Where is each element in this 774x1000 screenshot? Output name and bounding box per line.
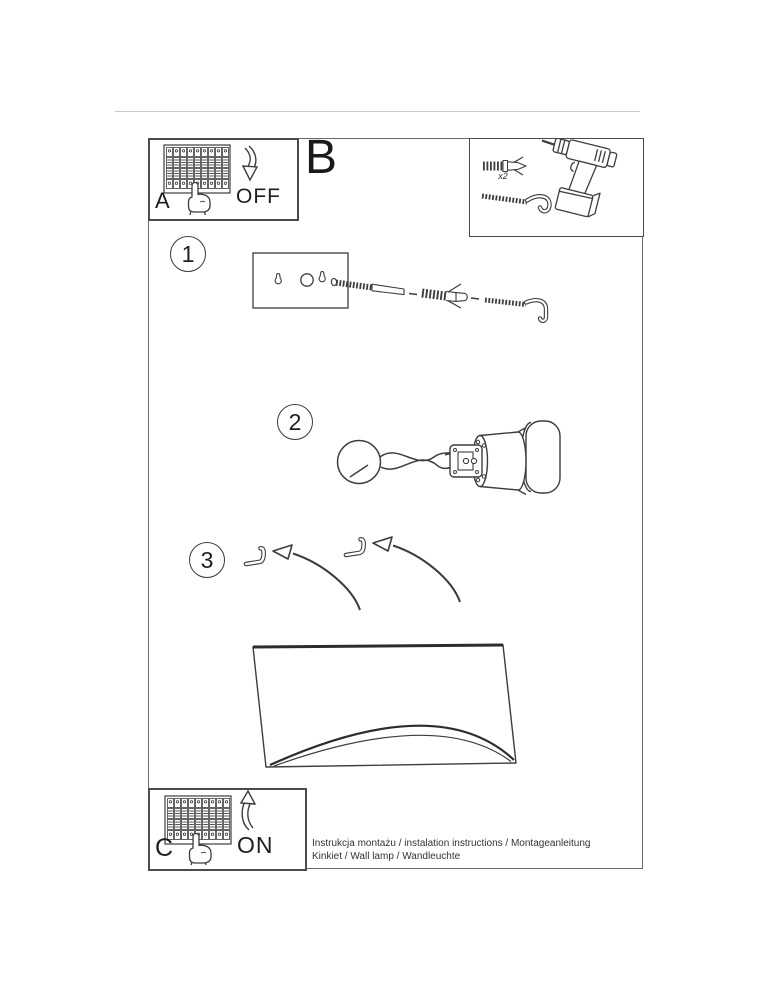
wire-loop-illustration [338,441,461,484]
power-off-box [148,138,299,221]
footer-line-1: Instrukcja montażu / instalation instructions / Montageanleitung [312,838,591,849]
footer-text [312,837,591,863]
hook-screw-icon [485,300,546,321]
tools-illustration [470,139,640,233]
power-on-label: ON [237,832,274,858]
section-b-label: B [305,131,338,184]
arrow-up-icon [241,791,255,804]
panel-c-label: C [155,834,174,862]
wall-lamp-illustration [248,638,526,776]
step-1-badge [170,236,206,272]
wall-plug-icon [422,284,467,308]
panel-a-label: A [155,188,170,213]
step-3-badge [189,542,225,578]
power-off-label: OFF [236,185,281,208]
footer-line-2: Kinkiet / Wall lamp / Wandleuchte [312,851,461,862]
step-2-number: 2 [288,408,302,435]
step-2-illustration [328,410,568,498]
hook-screw-icon [482,196,550,211]
socket-illustration [473,421,561,495]
step-3-number: 3 [200,546,214,573]
dowel-quantity-label: x2 [498,171,508,181]
step-2-badge [277,404,313,440]
curved-arrow-icon [373,537,460,602]
page-edge-line [115,111,640,112]
arrow-down-icon [243,166,257,180]
socket-bracket-illustration [450,445,482,477]
step-3-illustration [236,533,476,615]
step-1-number: 1 [181,240,195,267]
parts-box [469,138,644,237]
dash-line [471,298,479,299]
step-1-illustration [250,246,562,324]
dash-line [409,294,417,295]
hook-icon [246,548,264,564]
power-on-box [148,788,307,871]
hook-icon [346,539,364,555]
